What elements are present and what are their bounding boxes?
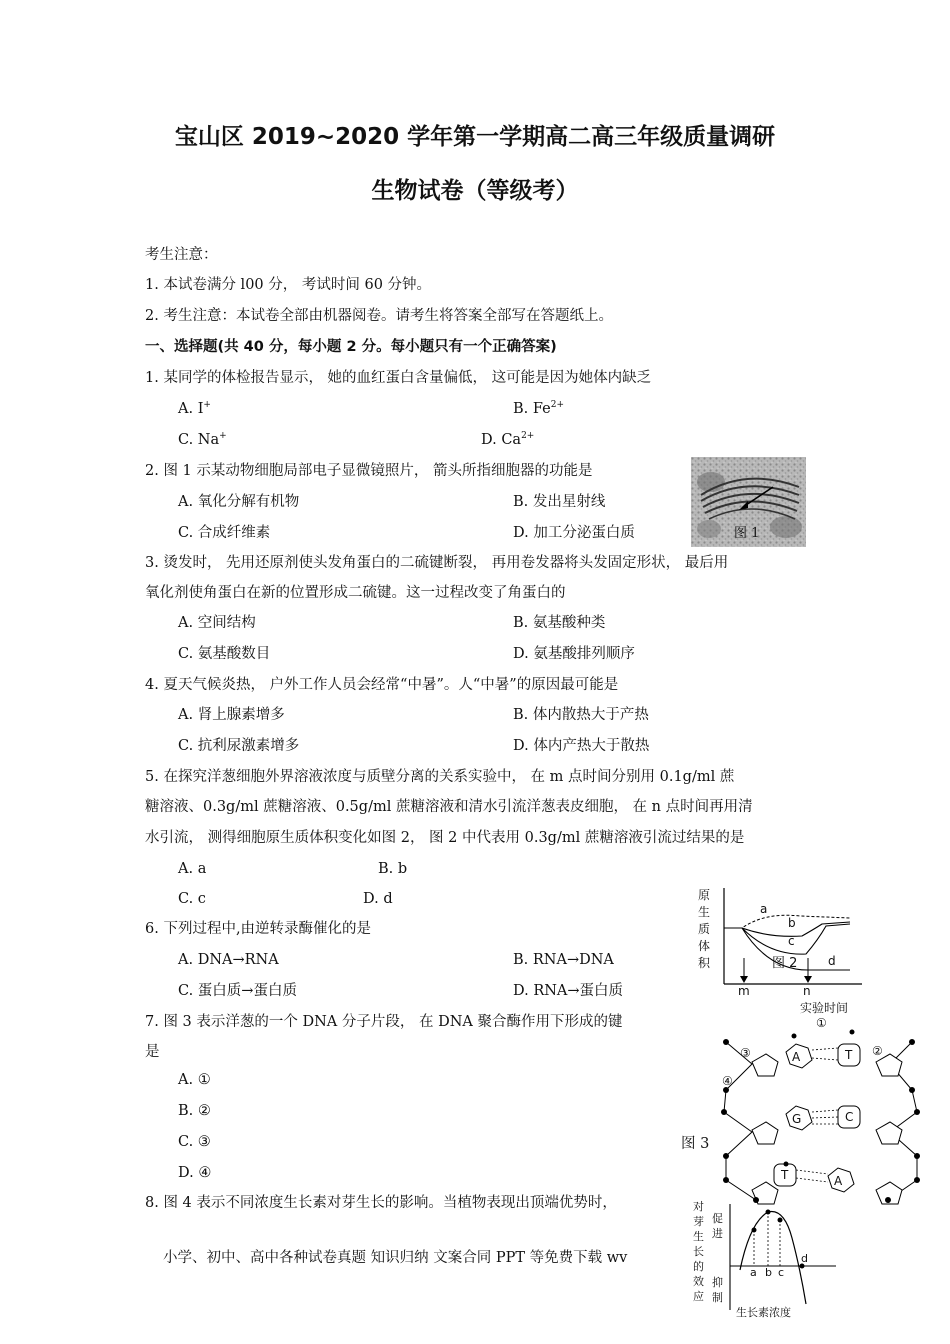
- figure-4-ylabel-1: 对: [693, 1200, 704, 1213]
- notice-item-2: 2. 考生注意：本试卷全部由机器阅卷。请考生将答案全部写在答题纸上。: [145, 308, 613, 324]
- q5-stem-line1: 5. 在探究洋葱细胞外界溶液浓度与质壁分离的关系实验中， 在 m 点时间分别用 0.1g/ml 蔗: [145, 769, 735, 785]
- figure-4-inhibit-2: 制: [712, 1291, 723, 1304]
- q7-option-d: D. ④: [178, 1165, 212, 1181]
- q6-option-b: B. RNA→DNA: [513, 952, 614, 968]
- q5-stem-line3: 水引流， 测得细胞原生质体积变化如图 2， 图 2 中代表用 0.3g/ml 蔗糖溶液引流过结果的是: [145, 830, 745, 846]
- q5-option-c: C. c: [178, 891, 206, 907]
- q4-option-c: C. 抗利尿激素增多: [178, 738, 300, 754]
- notice-heading: 考生注意：: [145, 247, 218, 263]
- q3-option-d: D. 氨基酸排列顺序: [513, 646, 635, 662]
- figure-4-point-d: d: [801, 1252, 808, 1265]
- figure-3-base-t1: T: [845, 1048, 853, 1062]
- q7-option-b: B. ②: [178, 1103, 211, 1119]
- figure-3-base-a2: A: [834, 1174, 843, 1188]
- q1-option-b: B. $Fe^{2+}$: [513, 400, 565, 417]
- q3-option-a: A. 空间结构: [178, 615, 256, 631]
- q2-option-b: B. 发出星射线: [513, 494, 606, 510]
- q1-option-a: A. I+: [178, 400, 211, 417]
- q2-option-d: D. 加工分泌蛋白质: [513, 525, 635, 541]
- figure-4-xlabel: 生长素浓度: [736, 1306, 791, 1319]
- q6-option-a: A. DNA→RNA: [178, 952, 279, 968]
- figure-4-point-c: c: [778, 1266, 785, 1279]
- figure-2-m-mark: m: [738, 984, 750, 998]
- q3-stem-line2: 氧化剂使角蛋白在新的位置形成二硫键。这一过程改变了角蛋白的: [145, 585, 566, 601]
- figure-4-inhibit-1: 抑: [712, 1276, 723, 1289]
- figure-3-base-c: C: [845, 1110, 854, 1124]
- figure-2-ylabel-2: 生: [698, 905, 711, 919]
- figure-4-ylabel-5: 的: [693, 1260, 704, 1273]
- q7-stem-line2: 是: [145, 1044, 160, 1060]
- figure-2-ylabel-5: 积: [698, 956, 711, 970]
- figure-1-micrograph: [691, 457, 806, 547]
- q3-option-b: B. 氨基酸种类: [513, 615, 606, 631]
- figure-3-base-a1: A: [792, 1050, 801, 1064]
- figure-2-n-mark: n: [803, 984, 811, 998]
- figure-4-point-a: a: [750, 1266, 757, 1279]
- figure-1-label: 图 1: [734, 526, 760, 541]
- figure-2-ylabel-3: 质: [698, 922, 711, 936]
- figure-2-ylabel-1: 原: [698, 888, 711, 902]
- figure-2-curve-c: c: [788, 934, 795, 948]
- section-heading: 一、选择题(共 40 分，每小题 2 分。每小题只有一个正确答案): [145, 339, 557, 355]
- figure-2-label: 图 2: [772, 956, 798, 971]
- figure-4-chart: [688, 1198, 838, 1324]
- figure-4-point-b: b: [765, 1266, 772, 1279]
- figure-3-bond-1: ①: [816, 1016, 827, 1030]
- q5-stem-line2: 糖溶液、0.3g/ml 蔗糖溶液、0.5g/ml 蔗糖溶液和清水引流洋葱表皮细胞， 在 n 点时间再用清: [145, 799, 753, 815]
- figure-2-ylabel-4: 体: [698, 939, 711, 953]
- q4-option-d: D. 体内产热大于散热: [513, 738, 650, 754]
- q7-option-c: C. ③: [178, 1134, 211, 1150]
- figure-2-curve-b: b: [788, 916, 796, 930]
- q5-option-a: A. a: [178, 861, 207, 877]
- figure-3-bond-2: ②: [872, 1044, 883, 1058]
- q2-stem: 2. 图 1 示某动物细胞局部电子显微镜照片， 箭头所指细胞器的功能是: [145, 463, 593, 479]
- q6-stem: 6. 下列过程中,由逆转录酶催化的是: [145, 921, 372, 937]
- figure-4-promote-1: 促: [712, 1212, 723, 1225]
- q3-option-c: C. 氨基酸数目: [178, 646, 271, 662]
- q5-option-b: B. b: [378, 861, 408, 877]
- q4-stem: 4. 夏天气候炎热， 户外工作人员会经常“中暑”。人“中暑”的原因最可能是: [145, 677, 619, 693]
- figure-4-ylabel-7: 应: [693, 1290, 704, 1303]
- q6-option-c: C. 蛋白质→蛋白质: [178, 983, 297, 999]
- q2-option-a: A. 氧化分解有机物: [178, 494, 300, 510]
- figure-2-chart: [690, 880, 870, 1020]
- figure-3-label: 图 3: [681, 1136, 710, 1152]
- q1-option-c: C. Na+: [178, 431, 227, 448]
- exam-title: 宝山区 2019~2020 学年第一学期高二高三年级质量调研: [174, 124, 776, 150]
- footer-text: 小学、初中、高中各种试卷真题 知识归纳 文案合同 PPT 等免费下载 wv: [163, 1250, 628, 1266]
- q1-option-d: D. $Ca^{2+}$: [481, 431, 535, 448]
- q7-stem-line1: 7. 图 3 表示洋葱的一个 DNA 分子片段， 在 DNA 聚合酶作用下形成的键: [145, 1014, 623, 1030]
- q6-option-d: D. RNA→蛋白质: [513, 983, 624, 999]
- q8-stem: 8. 图 4 表示不同浓度生长素对芽生长的影响。当植物表现出顶端优势时，: [145, 1195, 617, 1211]
- q7-option-a: A. ①: [178, 1072, 211, 1088]
- figure-4-ylabel-2: 芽: [693, 1215, 704, 1228]
- q3-stem-line1: 3. 烫发时， 先用还原剂使头发角蛋白的二硫键断裂， 再用卷发器将头发固定形状， 最后用: [145, 555, 729, 571]
- figure-3-bond-3: ③: [740, 1046, 751, 1060]
- figure-2-xlabel: 实验时间: [800, 1001, 849, 1015]
- q4-option-b: B. 体内散热大于产热: [513, 707, 649, 723]
- q5-option-d: D. d: [363, 891, 393, 907]
- figure-3-bond-4: ④: [722, 1074, 733, 1088]
- notice-item-1: 1. 本试卷满分 l00 分， 考试时间 60 分钟。: [145, 277, 432, 293]
- figure-2-curve-d: d: [828, 954, 836, 968]
- q4-option-a: A. 肾上腺素增多: [178, 707, 285, 723]
- q1-stem: 1. 某同学的体检报告显示， 她的血红蛋白含量偏低， 这可能是因为她体内缺乏: [145, 370, 652, 386]
- figure-3-base-g: G: [792, 1112, 802, 1126]
- exam-subtitle: 生物试卷（等级考）: [371, 178, 579, 204]
- figure-3-base-t2: T: [781, 1168, 789, 1182]
- figure-4-ylabel-3: 生: [693, 1230, 704, 1243]
- figure-2-curve-a: a: [760, 902, 768, 916]
- figure-4-ylabel-4: 长: [693, 1245, 704, 1258]
- q2-option-c: C. 合成纤维素: [178, 525, 271, 541]
- figure-4-promote-2: 进: [712, 1227, 723, 1240]
- figure-3-dna: [712, 1012, 934, 1212]
- figure-4-ylabel-6: 效: [693, 1275, 704, 1288]
